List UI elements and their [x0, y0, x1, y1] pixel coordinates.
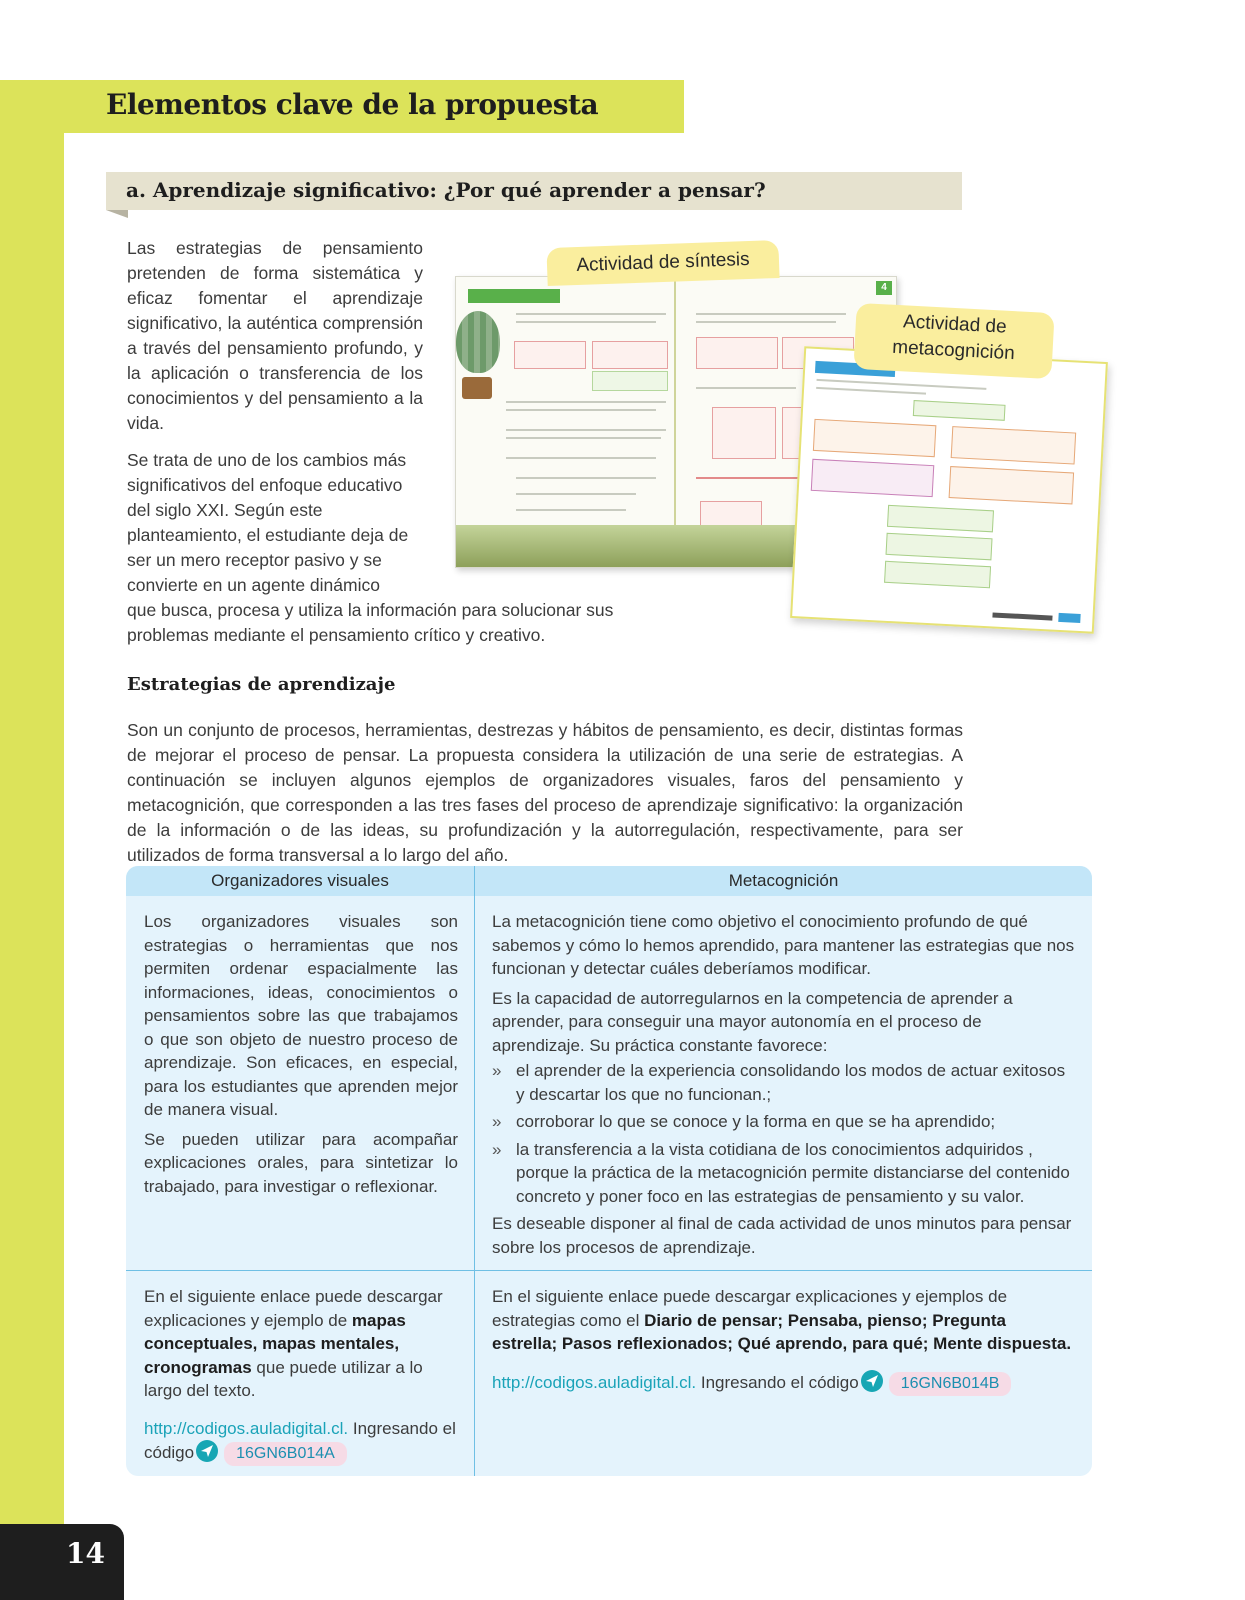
list-item — [492, 1138, 1075, 1209]
row-divider — [126, 1270, 1092, 1271]
section-bar-fold — [106, 210, 128, 218]
metacognition-label — [853, 303, 1054, 379]
header-metacognition: Metacognición — [728, 871, 839, 890]
note-box — [514, 341, 586, 369]
text-line — [816, 387, 926, 395]
text-line — [516, 313, 666, 315]
page-title: Elementos clave de la propuesta — [106, 88, 599, 121]
page-number-tab — [0, 1524, 124, 1600]
strategies-paragraph: Son un conjunto de procesos, herramientas, destrezas y hábitos de pensamiento, es decir, distintas formas de mejorar el proceso de pensar. La propuesta considera la utilización de una serie de estrategias. A continuación se incluyen algunos ejemplos de organizadores visuales, faros del pensamiento y metacognición, que corresponden a las tres fases del proceso de aprendizaje significativo: la organización de la información o de las ideas, su profundización y la autorregulación, respectivamente, para ser utilizados de forma transversal a lo largo del año. — [127, 720, 963, 865]
shift-paragraph-continued: que busca, procesa y utiliza la información para solucionar sus problemas mediante el pensamiento crítico y creativo. — [127, 600, 614, 645]
footer-page-tab — [1058, 613, 1080, 623]
organizers-download-link-line — [144, 1417, 458, 1467]
synthesis-label: Actividad de síntesis — [546, 240, 779, 286]
organizers-paragraph: Los organizadores visuales son estrategias o herramientas que nos permiten ordenar espacialmente las informaciones, ideas, conocimientos o pensamientos sobre las que trabajamos o que son objeto de nuestro proceso de aprendizaje. Son eficaces, en especial, para los estudiantes que aprenden mejor de manera visual. — [144, 912, 458, 1119]
note-box — [592, 371, 668, 391]
text-line — [506, 437, 661, 439]
left-color-band — [0, 80, 64, 1600]
download-text: En el siguiente enlace puede descargar explicaciones y ejemplos de estrategias como el — [492, 1287, 1008, 1330]
text-line — [696, 313, 846, 315]
balloon-basket-image — [462, 377, 492, 399]
organizers-download-text — [144, 1285, 458, 1403]
header-organizers: Organizadores visuales — [211, 871, 389, 890]
list-item — [492, 1110, 1075, 1134]
strategies-table — [126, 866, 1092, 1476]
bullet-marker: » — [492, 1139, 502, 1159]
download-text: En el siguiente enlace puede descargar explicaciones y ejemplo de — [144, 1287, 443, 1330]
note-box — [592, 341, 668, 369]
metacognition-download-link-line — [492, 1370, 1075, 1396]
text-line — [516, 321, 656, 323]
column-divider — [474, 866, 475, 1476]
answer-box — [813, 419, 937, 457]
metacognition-label-line2: metacognición — [891, 336, 1016, 365]
book-spine — [674, 277, 676, 567]
metacognition-paragraph: La metacognición tiene como objetivo el conocimiento profundo de qué sabemos y cómo lo hemos aprendido, para mantener las estrategias que nos funcionan y detectar cuáles deberíamos modificar. — [492, 912, 1075, 978]
paper-plane-icon — [196, 1440, 218, 1462]
access-code: 16GN6B014A — [224, 1442, 347, 1466]
code-label: Ingresando el código — [696, 1372, 859, 1392]
text-line — [506, 409, 656, 411]
answer-box — [811, 459, 935, 497]
paper-plane-icon — [861, 1370, 883, 1392]
text-line — [516, 477, 656, 479]
download-topics: Diario de pensar; Pensaba, pienso; Pregunta estrella; Pasos reflexionados; Qué aprendo, para qué; Mente dispuesta. — [492, 1310, 1072, 1353]
question-box — [887, 505, 994, 533]
list-item-text: el aprender de la experiencia consolidando los modos de actuar exitosos y descartar los que no funcionan.; — [516, 1061, 1066, 1104]
text-line — [506, 401, 666, 403]
page-number: 14 — [66, 1537, 105, 1570]
organizers-cell — [144, 910, 458, 1204]
text-line — [696, 321, 836, 323]
footer-line — [992, 612, 1052, 620]
metacognition-label-line1: Actividad de — [902, 311, 1008, 338]
metacognition-activity-sheet — [790, 346, 1108, 634]
question-box — [913, 400, 1006, 421]
metacognition-benefits-list — [492, 1059, 1075, 1208]
organizers-usage: Se pueden utilizar para acompañar explicaciones orales, para sintetizar lo trabajado, para investigar o reflexionar. — [144, 1129, 458, 1196]
answer-box — [949, 466, 1075, 504]
text-line — [696, 387, 796, 389]
section-title: a. Aprendizaje significativo: ¿Por qué aprender a pensar? — [126, 178, 766, 202]
text-line — [516, 493, 636, 495]
text-line — [516, 509, 626, 511]
list-item-text: corroborar lo que se conoce y la forma en que se ha aprendido; — [516, 1112, 996, 1131]
download-text-end: que puede utilizar a lo largo del texto. — [144, 1357, 423, 1400]
note-box — [696, 337, 778, 369]
metacognition-closing: Es deseable disponer al final de cada actividad de unos minutos para pensar sobre los procesos de aprendizaje. — [492, 1214, 1072, 1257]
hot-air-balloon-image — [456, 311, 500, 373]
text-line — [506, 457, 656, 459]
strategies-heading: Estrategias de aprendizaje — [127, 674, 396, 695]
metacognition-cell — [492, 910, 1075, 1265]
metacognition-download-cell — [492, 1285, 1075, 1402]
question-box — [884, 561, 991, 589]
unit-number-tag: 4 — [876, 281, 892, 295]
intro-paragraph: Las estrategias de pensamiento pretenden de forma sistemática y eficaz fomentar el aprendizaje significativo, la auténtica comprensión a través del pensamiento profundo, y la aplicación o transferencia de los conocimientos y del pensamiento a la vida. — [127, 238, 423, 433]
green-heading-tab — [468, 289, 560, 303]
bullet-marker: » — [492, 1061, 502, 1080]
download-link[interactable]: http://codigos.auladigital.cl. — [492, 1372, 697, 1392]
metacognition-capacity: Es la capacidad de autorregularnos en la competencia de aprender a aprender, para conseguir una mayor autonomía en el proceso de aprendizaje. Su práctica constante favorece: — [492, 988, 1013, 1055]
download-link[interactable]: http://codigos.auladigital.cl. — [144, 1418, 349, 1438]
metacognition-download-text — [492, 1285, 1075, 1356]
answer-box — [951, 426, 1077, 464]
list-item — [492, 1059, 1075, 1106]
question-box — [886, 533, 993, 561]
textbook-illustration — [455, 244, 1120, 656]
note-box — [712, 407, 776, 459]
organizers-download-cell — [144, 1285, 458, 1472]
text-line — [506, 429, 666, 431]
bullet-marker: » — [492, 1112, 502, 1131]
access-code: 16GN6B014B — [889, 1372, 1012, 1396]
download-topics: mapas conceptuales, mapas mentales, cronogramas — [144, 1310, 406, 1377]
code-label: Ingresando el código — [144, 1418, 456, 1462]
list-item-text: la transferencia a la vista cotidiana de los conocimientos adquiridos , porque la práctica de la metacognición permite distanciarse del contenido concreto y poner foco en las estrategias de pensamiento y su valor. — [516, 1139, 1070, 1206]
shift-paragraph: Se trata de uno de los cambios más significativos del enfoque educativo del siglo XXI. Según este planteamiento, el estudiante deja de ser un mero receptor pasivo y se convierte en un agente dinámico — [127, 450, 409, 595]
